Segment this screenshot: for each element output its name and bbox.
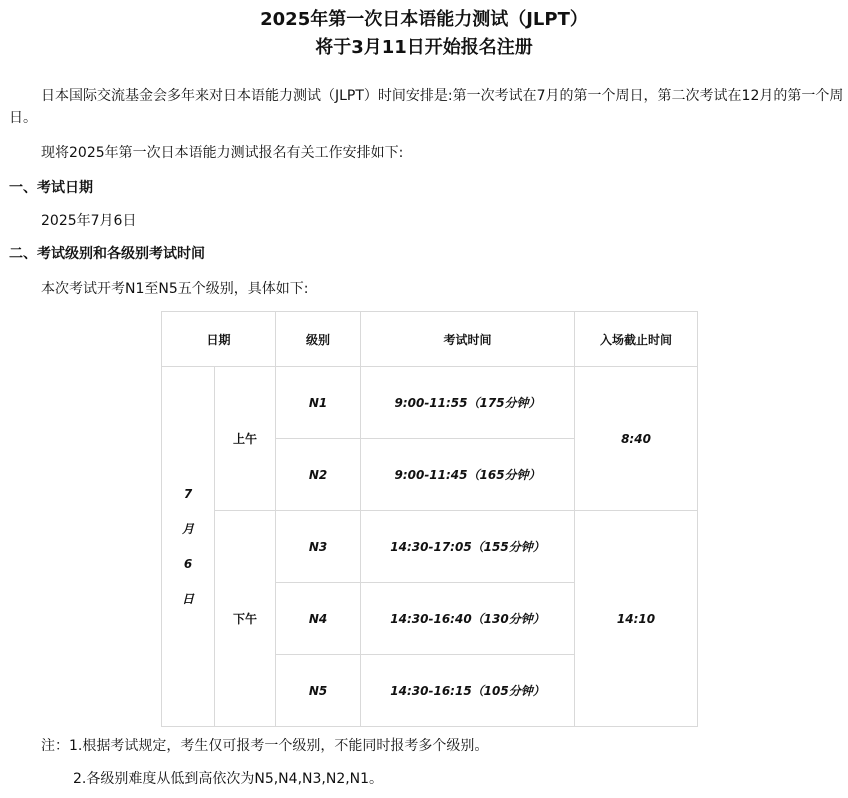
time-cell: 9:00-11:55（175分钟） <box>361 367 575 439</box>
time-cell: 9:00-11:45（165分钟） <box>361 439 575 511</box>
section-heading-exam-date: 一、考试日期 <box>9 180 93 196</box>
time-cell: 14:30-17:05（155分钟） <box>361 511 575 583</box>
session-morning: 上午 <box>215 367 276 511</box>
entry-deadline-afternoon: 14:10 <box>575 511 698 727</box>
arrangement-paragraph: 现将2025年第一次日本语能力测试报名有关工作安排如下: <box>41 145 404 161</box>
header-level: 级别 <box>276 312 361 367</box>
exam-day-cell: 7 月 6 日 <box>162 367 215 727</box>
session-afternoon: 下午 <box>215 511 276 727</box>
note-2: 2.各级别难度从低到高依次为N5,N4,N3,N2,N1。 <box>73 771 384 787</box>
header-exam-time: 考试时间 <box>361 312 575 367</box>
note-1: 注：1.根据考试规定，考生仅可报考一个级别，不能同时报考多个级别。 <box>41 738 489 754</box>
time-cell: 14:30-16:15（105分钟） <box>361 655 575 727</box>
table-row <box>162 511 698 583</box>
intro-paragraph: 日本国际交流基金会多年来对日本语能力测试（JLPT）时间安排是:第一次考试在7月的第一个周日，第二次考试在12月的第一个周日。 <box>9 88 844 126</box>
page-subtitle: 将于3月11日开始报名注册 <box>315 37 533 58</box>
entry-deadline-morning: 8:40 <box>575 367 698 511</box>
exam-levels-text: 本次考试开考N1至N5五个级别，具体如下: <box>41 281 309 297</box>
level-cell: N1 <box>276 367 361 439</box>
level-cell: N2 <box>276 439 361 511</box>
section-heading-exam-levels: 二、考试级别和各级别考试时间 <box>9 246 205 262</box>
table-row <box>162 367 698 439</box>
header-date: 日期 <box>162 312 276 367</box>
level-cell: N3 <box>276 511 361 583</box>
level-cell: N5 <box>276 655 361 727</box>
time-cell: 14:30-16:40（130分钟） <box>361 583 575 655</box>
exam-schedule-table <box>161 311 698 727</box>
header-entry-deadline: 入场截止时间 <box>575 312 698 367</box>
table-header-row <box>162 312 698 367</box>
level-cell: N4 <box>276 583 361 655</box>
page-title: 2025年第一次日本语能力测试（JLPT） <box>260 9 588 30</box>
exam-date-text: 2025年7月6日 <box>41 213 137 229</box>
